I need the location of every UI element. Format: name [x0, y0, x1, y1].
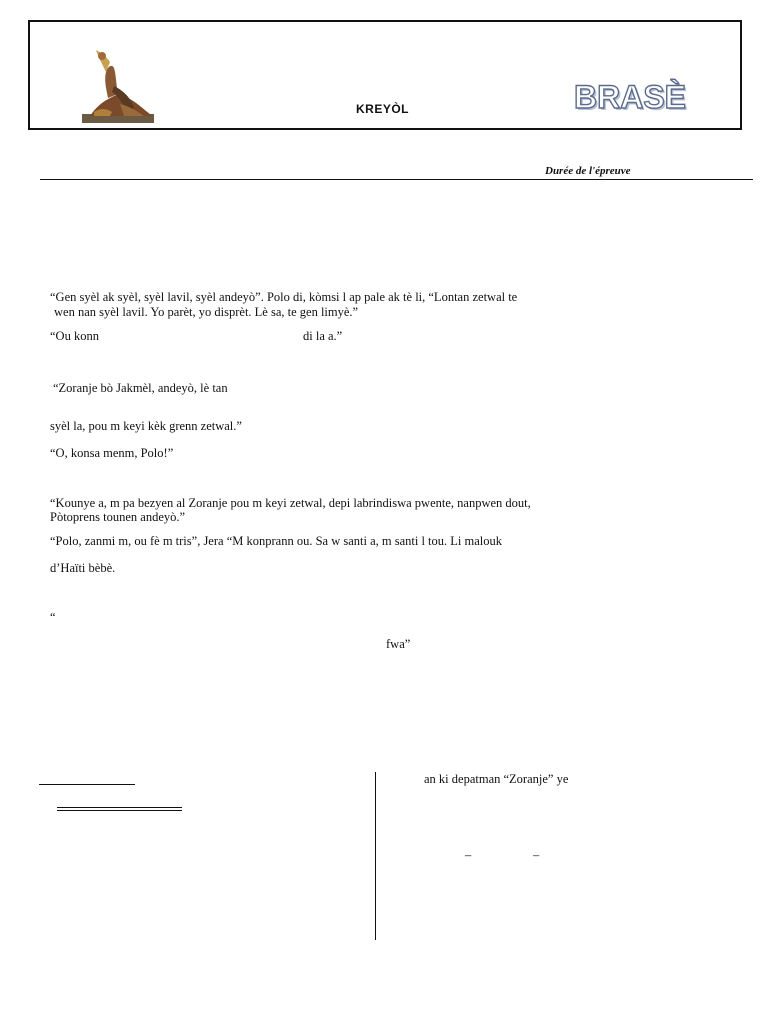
column-divider	[375, 772, 376, 940]
brand-logo-text: BRASÈ	[574, 79, 687, 115]
paragraph-6-line-2: Pòtoprens tounen andeyò.”	[50, 510, 186, 524]
underline-short	[39, 784, 135, 785]
subject-title: KREYÒL	[356, 102, 410, 116]
paragraph-3: “Zoranje bò Jakmèl, andeyò, lè tan	[53, 381, 228, 395]
paragraph-6-line-1: “Kounye a, m pa bezyen al Zoranje pou m keyi zetwal, depi labrindiswa pwente, nanpwen dout,	[50, 496, 531, 510]
paragraph-2-start: “Ou konn	[50, 329, 99, 343]
double-underline	[57, 807, 182, 811]
header-box	[28, 20, 742, 130]
header-divider	[40, 179, 753, 180]
dash-1: –	[465, 848, 472, 862]
statue-logo	[80, 46, 156, 124]
paragraph-7-line-1: “Polo, zanmi m, ou fè m tris”, Jera “M konprann ou. Sa w santi a, m santi l tou. Li malouk	[50, 534, 503, 548]
paragraph-1-line-1: “Gen syèl ak syèl, syèl lavil, syèl andeyò”. Polo di, kòmsi l ap pale ak tè li, “Lontan zetwal te	[50, 290, 518, 304]
paragraph-1-line-2: wen nan syèl lavil. Yo parèt, yo disprèt. Lè sa, te gen limyè.”	[54, 305, 359, 319]
paragraph-8-quote: “	[50, 610, 56, 624]
right-column-text: an ki depatman “Zoranje” ye	[424, 772, 569, 786]
paragraph-2-end: di la a.”	[303, 329, 343, 343]
paragraph-5: “O, konsa menm, Polo!”	[50, 446, 174, 460]
paragraph-7-line-2: d’Haïti bèbè.	[50, 561, 116, 575]
paragraph-4: syèl la, pou m keyi kèk grenn zetwal.”	[50, 419, 242, 433]
paragraph-8-end: fwa”	[386, 637, 411, 651]
dash-2: –	[533, 848, 540, 862]
exam-duration-label: Durée de l'épreuve	[545, 165, 631, 177]
